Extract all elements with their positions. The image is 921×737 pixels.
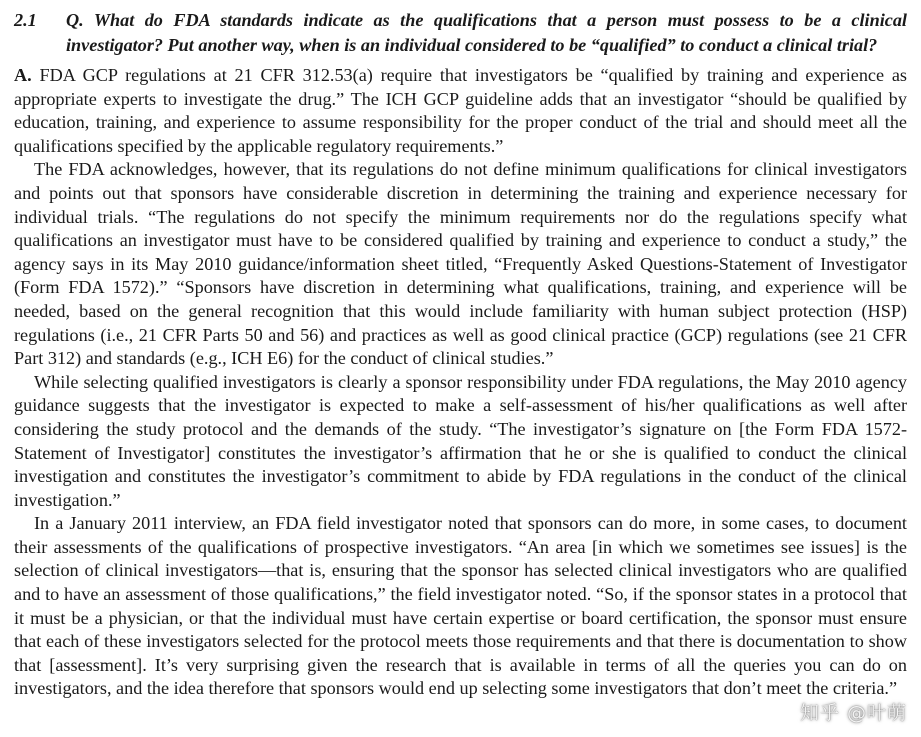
question-text: Q. What do FDA standards indicate as the qualifications that a person must possess to be a clinical investigator? Put another way, when is an individual considered to be “qualified” to conduct a clinical trial? — [66, 10, 907, 55]
answer-paragraph-1-text: FDA GCP regulations at 21 CFR 312.53(a) require that investigators be “qualified by training and experience as appropriate experts to investigate the drug.” The ICH GCP guideline adds that an investigator “should be qualified by education, training, and experience to assume responsibility for the proper conduct of the trial and should meet all the qualifications specified by the applicable regulatory requirements.” — [14, 65, 907, 156]
answer-label: A. — [14, 65, 32, 85]
answer-paragraph-3: While selecting qualified investigators is clearly a sponsor responsibility under FDA regulations, the May 2010 agency guidance suggests that the investigator is expected to make a self-assessment of his/her qualifications as well after considering the study protocol and the demands of the study. “The investigator’s signature on [the Form FDA 1572-Statement of Investigator] constitutes the investigator’s affirmation that he or she is qualified to conduct the clinical investigation and constitutes the investigator’s commitment to abide by FDA regulations in the conduct of the clinical investigation.” — [14, 371, 907, 510]
answer-paragraph-2: The FDA acknowledges, however, that its regulations do not define minimum qualifications for clinical investigators and points out that sponsors have considerable discretion in determining the training and experience necessary for individual trials. “The regulations do not specify the minimum requirements nor do the regulations specify what qualifications an investigator must have to be considered qualified by training and experience to conduct a study,” the agency says in its May 2010 guidance/information sheet titled, “Frequently Asked Questions-Statement of Investigator (Form FDA 1572).” “Sponsors have discretion in determining what qualifications, training, and experience will be needed, based on the general recognition that this would include familiarity with human subject protection (HSP) regulations (i.e., 21 CFR Parts 50 and 56) and practices as well as good clinical practice (GCP) regulations (see 21 CFR Part 312) and standards (e.g., ICH E6) for the conduct of clinical studies.” — [14, 159, 907, 369]
answer-paragraph-4: In a January 2011 interview, an FDA field investigator noted that sponsors can do more, in some cases, to document their assessments of the qualifications of prospective investigators. “An area [in which we sometimes see issues] is the selection of clinical investigators—that is, ensuring that the sponsor has selected clinical investigators who are qualified and to have an assessment of those qualifications,” the field investigator noted. “So, if the sponsor states in a protocol that it must be a physician, or that the individual must have certain expertise or board certification, the sponsor must ensure that each of these investigators selected for the protocol meets those requirements and that there is documentation to show that [assessment]. It’s very surprising given the research that is available in terms of all the queries you can do on investigators, and the idea therefore that sponsors would end up selecting some investigators that don’t meet the criteria.” — [14, 513, 907, 699]
answer-paragraph-1 — [14, 64, 907, 158]
question-number: 2.1 — [14, 10, 37, 30]
question-block — [14, 8, 907, 58]
watermark: 知乎 @叶萌 — [799, 702, 907, 724]
document-page — [14, 8, 907, 701]
answer-block — [14, 64, 907, 701]
